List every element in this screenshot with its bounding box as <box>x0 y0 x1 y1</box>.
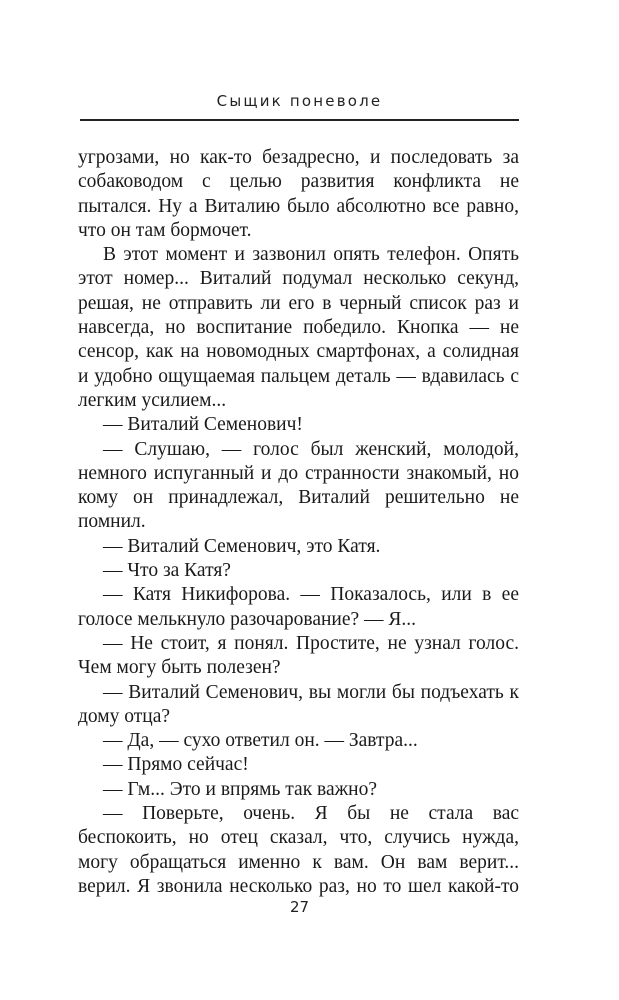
paragraph: — Гм... Это и впрямь так важно? <box>103 778 377 800</box>
paragraph: — Что за Катя? <box>103 560 231 582</box>
running-head: Сыщик поневоле <box>216 92 383 110</box>
paragraph: — Катя Никифорова. — Показалось, или в ее голосе мелькнуло разочарование? — Я... <box>78 584 519 630</box>
page-number: 27 <box>289 898 310 916</box>
paragraph: — Слушаю, — голос был женский, молодой, немного испуганный и до странности знакомый, но кому он принадлежал, Виталий решительно не помнил. <box>78 438 519 533</box>
paragraph: угрозами, но как-то безадресно, и последовать за собаководом с целью развития конфликта не пытался. Ну а Виталию было абсолютно все равно, что он там бормочет. <box>78 147 519 241</box>
paragraph: — Виталий Семенович, это Катя. <box>103 535 381 557</box>
paragraph: — Виталий Семенович, вы могли бы подъехать к дому отца? <box>78 681 519 727</box>
header-rule <box>80 119 519 121</box>
paragraph: — Виталий Семенович! <box>103 414 303 436</box>
paragraph: — Да, — сухо ответил он. — Завтра... <box>103 730 418 752</box>
paragraph: — Прямо сейчас! <box>103 754 249 776</box>
paragraph: В этот момент и зазвонил опять телефон. Опять этот номер... Виталий подумал несколько секунд, решая, не отправить ли его в черный список раз и навсегда, но воспитание победило. Кнопка — не сенсор, как на новомодных смартфонах, а солидная и удобно ощущаемая пальцем деталь — вдавилась с легким усилием... <box>78 244 519 411</box>
body-text <box>78 146 519 899</box>
paragraph: — Не стоит, я понял. Простите, не узнал голос. Чем могу быть полезен? <box>78 632 519 679</box>
paragraph: — Поверьте, очень. Я бы не стала вас беспокоить, но отец сказал, что, случись нужда, могу обращаться именно к вам. Он вам верит... верил. Я звонила несколько раз, но то шел какой-то <box>78 803 519 897</box>
